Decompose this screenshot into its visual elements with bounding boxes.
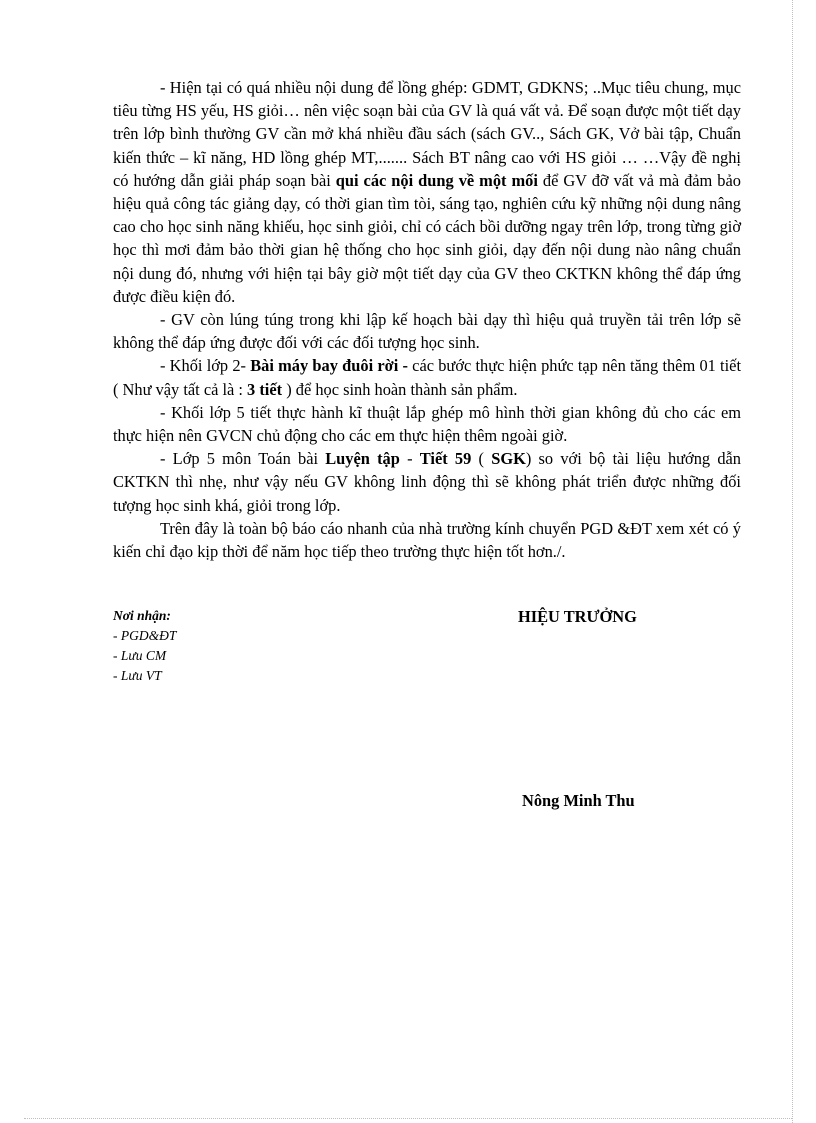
recipient-item: - Lưu CM xyxy=(113,648,167,663)
recipient-item: - Lưu VT xyxy=(113,668,162,683)
bold-phrase: qui các nội dung về một mối xyxy=(335,170,538,190)
recipients-block xyxy=(113,606,176,686)
signer-name: Nông Minh Thu xyxy=(522,791,635,810)
page-right-edge xyxy=(792,0,793,1123)
paragraph-lesson-planning: - GV còn lúng túng trong khi lập kế hoạch bài dạy thì hiệu quả truyền tải trên lớp sẽ không thể đáp ứng được đối với các đối tượng học sinh. xyxy=(113,310,741,353)
signature-title: HIỆU TRƯỞNG xyxy=(518,607,637,626)
paragraph-conclusion: Trên đây là toàn bộ báo cáo nhanh của nhà trường kính chuyển PGD &ĐT xem xét có ý kiến chỉ đạo kịp thời để năm học tiếp theo trường thực hiện tốt hơn./. xyxy=(113,518,741,562)
paragraph-grade-5-math: - Lớp 5 môn Toán bài Luyện tập - Tiết 59 ( SGK) so với bộ tài liệu hướng dẫn CKTKN thì nhẹ, như vậy nếu GV không linh động thì sẽ không phát triển được những đối tượng học sinh khá, giỏi trong lớp. xyxy=(113,449,741,515)
paragraph-grade-2: - Khối lớp 2- Bài máy bay đuôi rời - các bước thực hiện phức tạp nên tăng thêm 01 tiết ( Như vậy tất cả là : 3 tiết ) để học sinh hoàn thành sản phẩm. xyxy=(113,356,741,399)
recipient-item: - PGD&ĐT xyxy=(113,628,177,643)
page-bottom-divider xyxy=(24,1118,792,1119)
paragraph-grade-5-technique: - Khối lớp 5 tiết thực hành kĩ thuật lắp ghép mô hình thời gian không đủ cho các em thực hiện nên GVCN chủ động cho các em thực hiện thêm ngoài giờ. xyxy=(113,402,741,446)
recipients-label: Nơi nhận: xyxy=(113,608,171,623)
paragraph-integration: - Hiện tại có quá nhiều nội dung để lồng ghép: GDMT, GDKNS; ..Mục tiêu chung, mục tiêu từng HS yếu, HS giỏi… nên việc soạn bài của GV là quá vất vả. Để soạn được một tiết dạy trên lớp bình thường GV cần mở khá nhiều đầu sách (sách GV.., Sách GK, Vở bài tập, Chuẩn kiến thức – kĩ năng, HD lồng ghép MT,....... Sách BT nâng cao với HS giỏi … …Vậy đề nghị có hướng dẫn giải pháp soạn bài qui các nội dung về một mối để GV đỡ vất vả mà đảm bảo hiệu quả công tác giảng dạy, có thời gian tìm tòi, sáng tạo, nghiên cứu kỹ những nội dung nâng cao cho học sinh năng khiếu, học sinh giỏi, chỉ có cách bồi dưỡng ngay trên lớp, trong từng giờ học thì mơi đảm bảo thời gian hệ thống cho học sinh giỏi, dạy đến nội dung nào nâng chuẩn nội dung đó, nhưng với hiện tại bây giờ một tiết dạy của GV theo CKTKN không thể đáp ứng được điều kiện đó. xyxy=(113,78,741,306)
report-body xyxy=(113,76,741,563)
